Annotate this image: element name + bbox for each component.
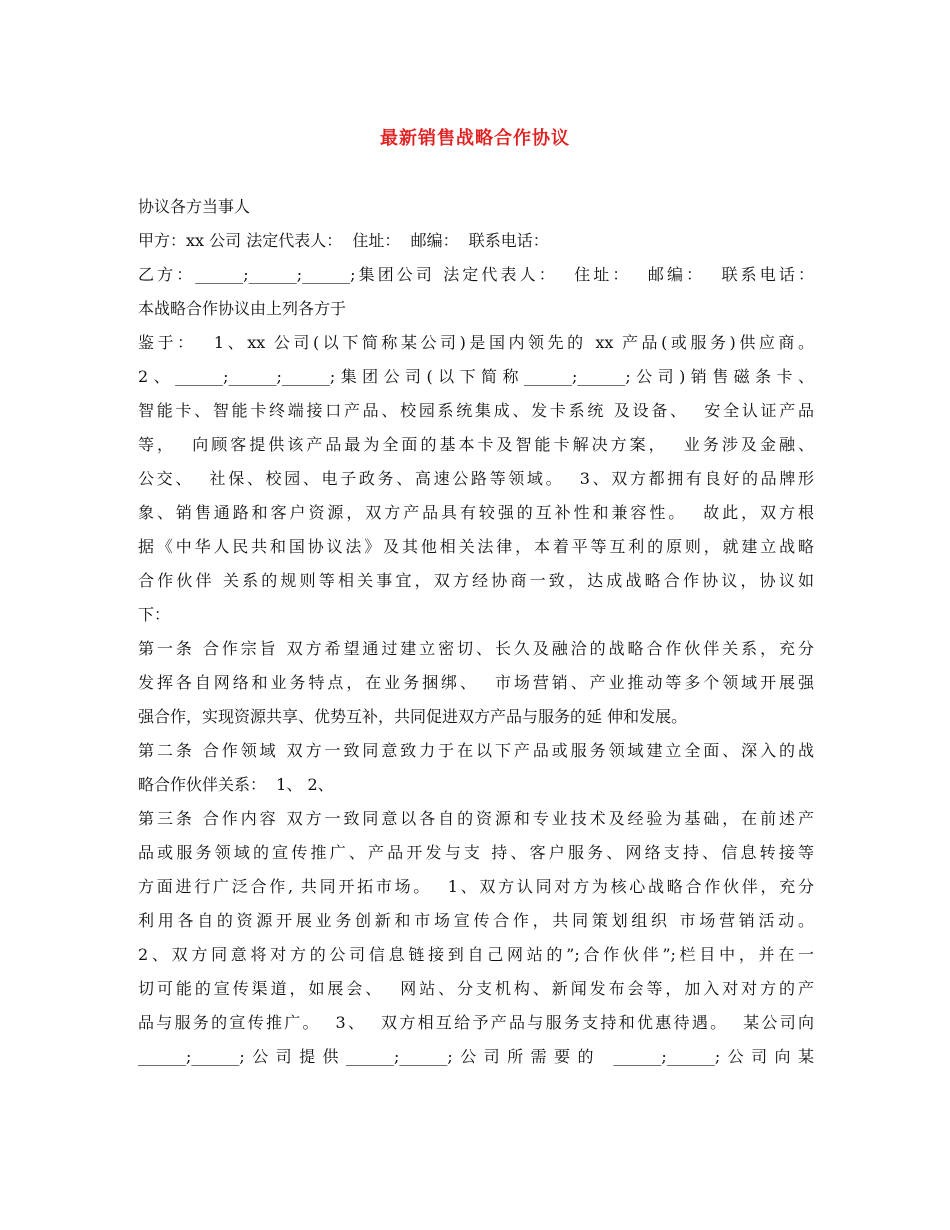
text-line: 公交、 社保、校园、电子政务、高速公路等领域。 3、双方都拥有良好的品牌形 xyxy=(138,469,814,488)
text-line: 切可能的宣传渠道，如展会、 网站、分支机构、新闻发布会等，加入对对方的产 xyxy=(138,979,814,998)
text-line: 品与服务的宣传推广。 3、 双方相互给予产品与服务支持和优惠待遇。 某公司向 xyxy=(138,1013,814,1032)
text-line: 第二条 合作领域 双方一致同意致力于在以下产品或服务领域建立全面、深入的战 xyxy=(138,741,814,760)
text-line: 合作伙伴 关系的规则等相关事宜，双方经协商一致，达成战略合作协议，协议如 xyxy=(138,571,814,590)
text-line: 方面进行广泛合作, 共同开拓市场。 1、双方认同对方为核心战略合作伙伴，充分 xyxy=(138,877,814,896)
text-line: 协议各方当事人 xyxy=(138,197,251,216)
text-line: 乙方：______;______;______;集团公司 法定代表人： 住址： 邮编： 联系电话： xyxy=(138,265,814,284)
text-line: 甲方：xx 公司 法定代表人： 住址： 邮编： 联系电话： xyxy=(138,231,549,250)
text-line: 下： xyxy=(138,605,171,624)
text-line: ______;______;公司提供______;______;公司所需要的 ______;______;公司向某 xyxy=(138,1047,814,1066)
text-line: 略合作伙伴关系： 1、 2、 xyxy=(138,775,334,794)
text-line: 本战略合作协议由上列各方于 xyxy=(138,299,347,318)
text-line: 发挥各自网络和业务特点，在业务捆绑、 市场营销、产业推动等多个领域开展强 xyxy=(138,673,814,692)
text-line: 利用各自的资源开展业务创新和市场宣传合作，共同策划组织 市场营销活动。 xyxy=(138,911,814,930)
text-line: 第三条 合作内容 双方一致同意以各自的资源和专业技术及经验为基础，在前述产 xyxy=(138,809,814,828)
text-line: 品或服务领域的宣传推广、产品开发与支 持、客户服务、网络支持、信息转接等 xyxy=(138,843,814,862)
text-line: 象、销售通路和客户资源，双方产品具有较强的互补性和兼容性。 故此，双方根 xyxy=(138,503,814,522)
document-title: 最新销售战略合作协议 xyxy=(380,128,570,149)
text-line: 据《中华人民共和国协议法》及其他相关法律，本着平等互利的原则，就建立战略 xyxy=(138,537,814,556)
text-line: 强合作，实现资源共享、优势互补，共同促进双方产品与服务的延 伸和发展。 xyxy=(138,707,688,726)
text-line: 2、______;______;______;集团公司(以下简称______;______;公司)销售磁条卡、 xyxy=(138,367,814,386)
text-line: 智能卡、智能卡终端接口产品、校园系统集成、发卡系统 及设备、 安全认证产品 xyxy=(138,401,814,420)
text-line: 等， 向顾客提供该产品最为全面的基本卡及智能卡解决方案， 业务涉及金融、 xyxy=(138,435,814,454)
text-line: 第一条 合作宗旨 双方希望通过建立密切、长久及融洽的战略合作伙伴关系，充分 xyxy=(138,639,814,658)
text-line: 2、双方同意将对方的公司信息链接到自己网站的”;合作伙伴”;栏目中，并在一 xyxy=(138,945,814,964)
document-body xyxy=(138,190,814,1074)
text-line: 鉴于： 1、xx 公司(以下简称某公司)是国内领先的 xx 产品(或服务)供应商。 xyxy=(138,333,814,352)
